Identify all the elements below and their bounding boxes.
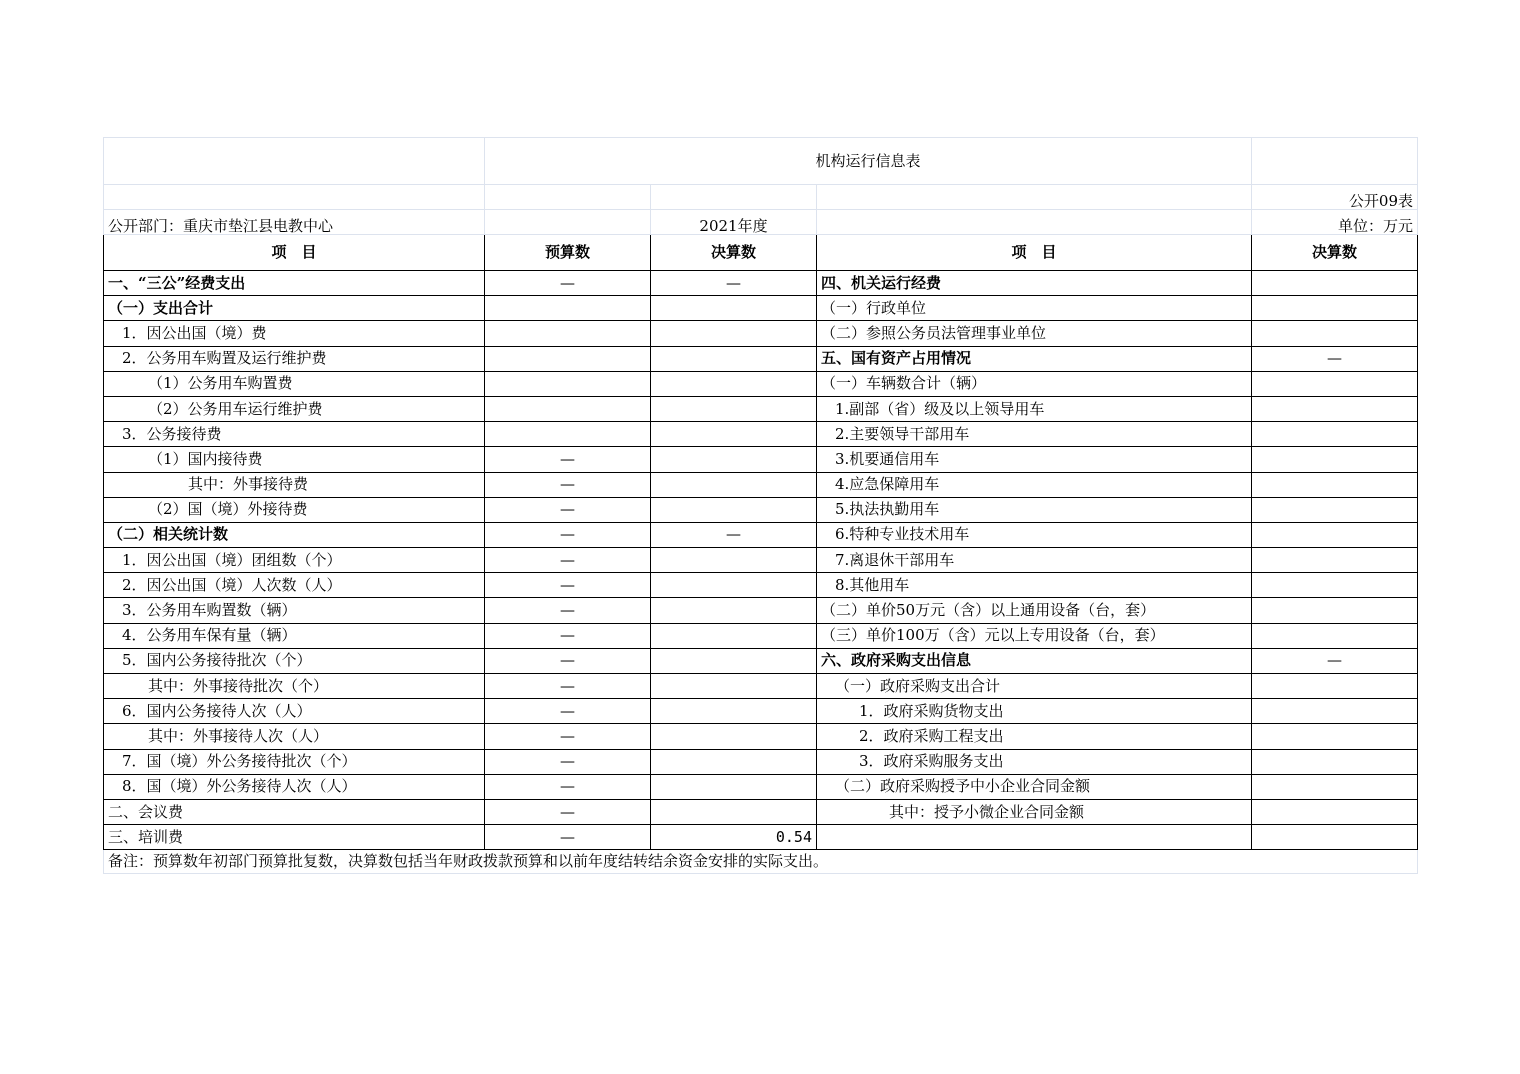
header-budget: 预算数 xyxy=(485,235,651,271)
actual-cell-right xyxy=(1252,447,1418,472)
header-item: 项 目 xyxy=(104,235,485,271)
row-label: 4．公务用车保有量（辆） xyxy=(104,623,485,648)
row-label-right: （二）单价50万元（含）以上通用设备（台，套） xyxy=(817,598,1252,623)
row-label: （二）相关统计数 xyxy=(104,522,485,547)
blank-cell xyxy=(817,210,1252,235)
budget-cell xyxy=(485,371,651,396)
row-label-right xyxy=(817,825,1252,850)
form-code: 公开09表 xyxy=(1252,185,1418,210)
budget-cell: — xyxy=(485,548,651,573)
table-row xyxy=(104,447,1418,472)
row-label: 其中：外事接待批次（个） xyxy=(104,674,485,699)
row-label-right: 六、政府采购支出信息 xyxy=(817,648,1252,673)
budget-cell xyxy=(485,422,651,447)
actual-cell-right xyxy=(1252,497,1418,522)
budget-cell: — xyxy=(485,447,651,472)
row-label: （1）公务用车购置费 xyxy=(104,371,485,396)
actual-cell-right xyxy=(1252,522,1418,547)
row-label-right: （一）车辆数合计（辆） xyxy=(817,371,1252,396)
table-row xyxy=(104,548,1418,573)
actual-cell-right xyxy=(1252,699,1418,724)
actual-cell-right xyxy=(1252,573,1418,598)
row-label-right: （三）单价100万（含）元以上专用设备（台，套） xyxy=(817,623,1252,648)
row-label: 6．国内公务接待人次（人） xyxy=(104,699,485,724)
budget-cell: — xyxy=(485,648,651,673)
table-row xyxy=(104,648,1418,673)
row-label: （2）国（境）外接待费 xyxy=(104,497,485,522)
row-label-right: （一）行政单位 xyxy=(817,296,1252,321)
table-row xyxy=(104,573,1418,598)
actual-cell xyxy=(651,674,817,699)
actual-cell-right xyxy=(1252,472,1418,497)
budget-cell xyxy=(485,296,651,321)
row-label-right: 其中：授予小微企业合同金额 xyxy=(817,799,1252,824)
actual-cell xyxy=(651,472,817,497)
table-row xyxy=(104,396,1418,421)
row-label: 一、“三公”经费支出 xyxy=(104,271,485,296)
table-row xyxy=(104,472,1418,497)
department-label: 公开部门：重庆市垫江县电教中心 xyxy=(104,210,485,235)
actual-cell xyxy=(651,573,817,598)
blank-cell xyxy=(651,185,817,210)
blank-cell xyxy=(485,185,651,210)
actual-cell-right xyxy=(1252,271,1418,296)
table-row xyxy=(104,296,1418,321)
table-row xyxy=(104,825,1418,850)
table-row xyxy=(104,623,1418,648)
budget-cell: — xyxy=(485,623,651,648)
blank-cell xyxy=(104,138,485,185)
blank-cell xyxy=(485,210,651,235)
actual-cell-right xyxy=(1252,321,1418,346)
actual-cell-right xyxy=(1252,825,1418,850)
table-row xyxy=(104,749,1418,774)
table-row xyxy=(104,497,1418,522)
budget-cell: — xyxy=(485,472,651,497)
actual-cell-right xyxy=(1252,371,1418,396)
blank-cell xyxy=(817,185,1252,210)
row-label-right: 6.特种专业技术用车 xyxy=(817,522,1252,547)
row-label: （2）公务用车运行维护费 xyxy=(104,396,485,421)
institution-operation-table xyxy=(103,137,1418,874)
actual-cell: — xyxy=(651,522,817,547)
actual-cell xyxy=(651,346,817,371)
budget-cell: — xyxy=(485,749,651,774)
actual-cell xyxy=(651,396,817,421)
actual-cell-right xyxy=(1252,548,1418,573)
row-label: 3．公务用车购置数（辆） xyxy=(104,598,485,623)
blank-cell xyxy=(104,185,485,210)
blank-cell xyxy=(1252,138,1418,185)
actual-cell xyxy=(651,296,817,321)
table-row xyxy=(104,724,1418,749)
row-label: 2．公务用车购置及运行维护费 xyxy=(104,346,485,371)
row-label: （1）国内接待费 xyxy=(104,447,485,472)
actual-cell: — xyxy=(651,271,817,296)
row-label: 三、培训费 xyxy=(104,825,485,850)
row-label-right: （一）政府采购支出合计 xyxy=(817,674,1252,699)
row-label-right: 3.机要通信用车 xyxy=(817,447,1252,472)
actual-cell-right xyxy=(1252,396,1418,421)
actual-cell xyxy=(651,774,817,799)
row-label: 7．国（境）外公务接待批次（个） xyxy=(104,749,485,774)
actual-cell xyxy=(651,648,817,673)
actual-cell-right xyxy=(1252,774,1418,799)
budget-cell: — xyxy=(485,573,651,598)
row-label: 其中：外事接待费 xyxy=(104,472,485,497)
table-row xyxy=(104,674,1418,699)
table-row xyxy=(104,321,1418,346)
actual-cell-right xyxy=(1252,422,1418,447)
budget-cell: — xyxy=(485,774,651,799)
actual-cell xyxy=(651,422,817,447)
actual-cell-right xyxy=(1252,674,1418,699)
row-label: 8．国（境）外公务接待人次（人） xyxy=(104,774,485,799)
row-label-right: （二）参照公务员法管理事业单位 xyxy=(817,321,1252,346)
table-row xyxy=(104,799,1418,824)
table-row xyxy=(104,774,1418,799)
table-row xyxy=(104,422,1418,447)
unit-label: 单位：万元 xyxy=(1252,210,1418,235)
header-actual: 决算数 xyxy=(651,235,817,271)
row-label-right: 4.应急保障用车 xyxy=(817,472,1252,497)
actual-cell-right xyxy=(1252,799,1418,824)
row-label: 1．因公出国（境）费 xyxy=(104,321,485,346)
actual-cell xyxy=(651,699,817,724)
actual-cell-right xyxy=(1252,749,1418,774)
table-row xyxy=(104,371,1418,396)
budget-cell: — xyxy=(485,699,651,724)
budget-cell: — xyxy=(485,674,651,699)
fiscal-year: 2021年度 xyxy=(651,210,817,235)
budget-cell: — xyxy=(485,724,651,749)
row-label-right: 1．政府采购货物支出 xyxy=(817,699,1252,724)
row-label-right: 3．政府采购服务支出 xyxy=(817,749,1252,774)
actual-cell-right xyxy=(1252,296,1418,321)
actual-cell xyxy=(651,799,817,824)
actual-cell xyxy=(651,371,817,396)
budget-cell: — xyxy=(485,598,651,623)
actual-cell xyxy=(651,447,817,472)
actual-cell xyxy=(651,623,817,648)
row-label: 2．因公出国（境）人次数（人） xyxy=(104,573,485,598)
actual-cell xyxy=(651,321,817,346)
row-label-right: 7.离退休干部用车 xyxy=(817,548,1252,573)
table-row xyxy=(104,699,1418,724)
row-label-right: （二）政府采购授予中小企业合同金额 xyxy=(817,774,1252,799)
budget-cell: — xyxy=(485,522,651,547)
header-item-right: 项 目 xyxy=(817,235,1252,271)
actual-cell xyxy=(651,548,817,573)
actual-cell xyxy=(651,598,817,623)
page-title: 机构运行信息表 xyxy=(485,138,1252,185)
actual-cell-right: — xyxy=(1252,648,1418,673)
actual-cell-right xyxy=(1252,598,1418,623)
budget-cell xyxy=(485,396,651,421)
budget-cell xyxy=(485,321,651,346)
table-row xyxy=(104,522,1418,547)
actual-cell xyxy=(651,749,817,774)
footnote: 备注：预算数年初部门预算批复数，决算数包括当年财政拨款预算和以前年度结转结余资金安排的实际支出。 xyxy=(104,850,1418,874)
budget-cell: — xyxy=(485,825,651,850)
row-label-right: 2．政府采购工程支出 xyxy=(817,724,1252,749)
row-label: 5．国内公务接待批次（个） xyxy=(104,648,485,673)
table-row xyxy=(104,271,1418,296)
budget-cell xyxy=(485,346,651,371)
budget-cell: — xyxy=(485,497,651,522)
actual-cell-right xyxy=(1252,724,1418,749)
actual-cell xyxy=(651,497,817,522)
actual-cell-right: — xyxy=(1252,346,1418,371)
row-label-right: 五、国有资产占用情况 xyxy=(817,346,1252,371)
row-label: 1．因公出国（境）团组数（个） xyxy=(104,548,485,573)
actual-cell xyxy=(651,724,817,749)
row-label-right: 5.执法执勤用车 xyxy=(817,497,1252,522)
table-row xyxy=(104,346,1418,371)
header-actual-right: 决算数 xyxy=(1252,235,1418,271)
row-label: （一）支出合计 xyxy=(104,296,485,321)
budget-cell: — xyxy=(485,799,651,824)
row-label-right: 8.其他用车 xyxy=(817,573,1252,598)
row-label: 3．公务接待费 xyxy=(104,422,485,447)
row-label: 其中：外事接待人次（人） xyxy=(104,724,485,749)
actual-cell: 0.54 xyxy=(651,825,817,850)
table-row xyxy=(104,598,1418,623)
row-label-right: 2.主要领导干部用车 xyxy=(817,422,1252,447)
row-label: 二、会议费 xyxy=(104,799,485,824)
actual-cell-right xyxy=(1252,623,1418,648)
budget-cell: — xyxy=(485,271,651,296)
row-label-right: 1.副部（省）级及以上领导用车 xyxy=(817,396,1252,421)
row-label-right: 四、机关运行经费 xyxy=(817,271,1252,296)
